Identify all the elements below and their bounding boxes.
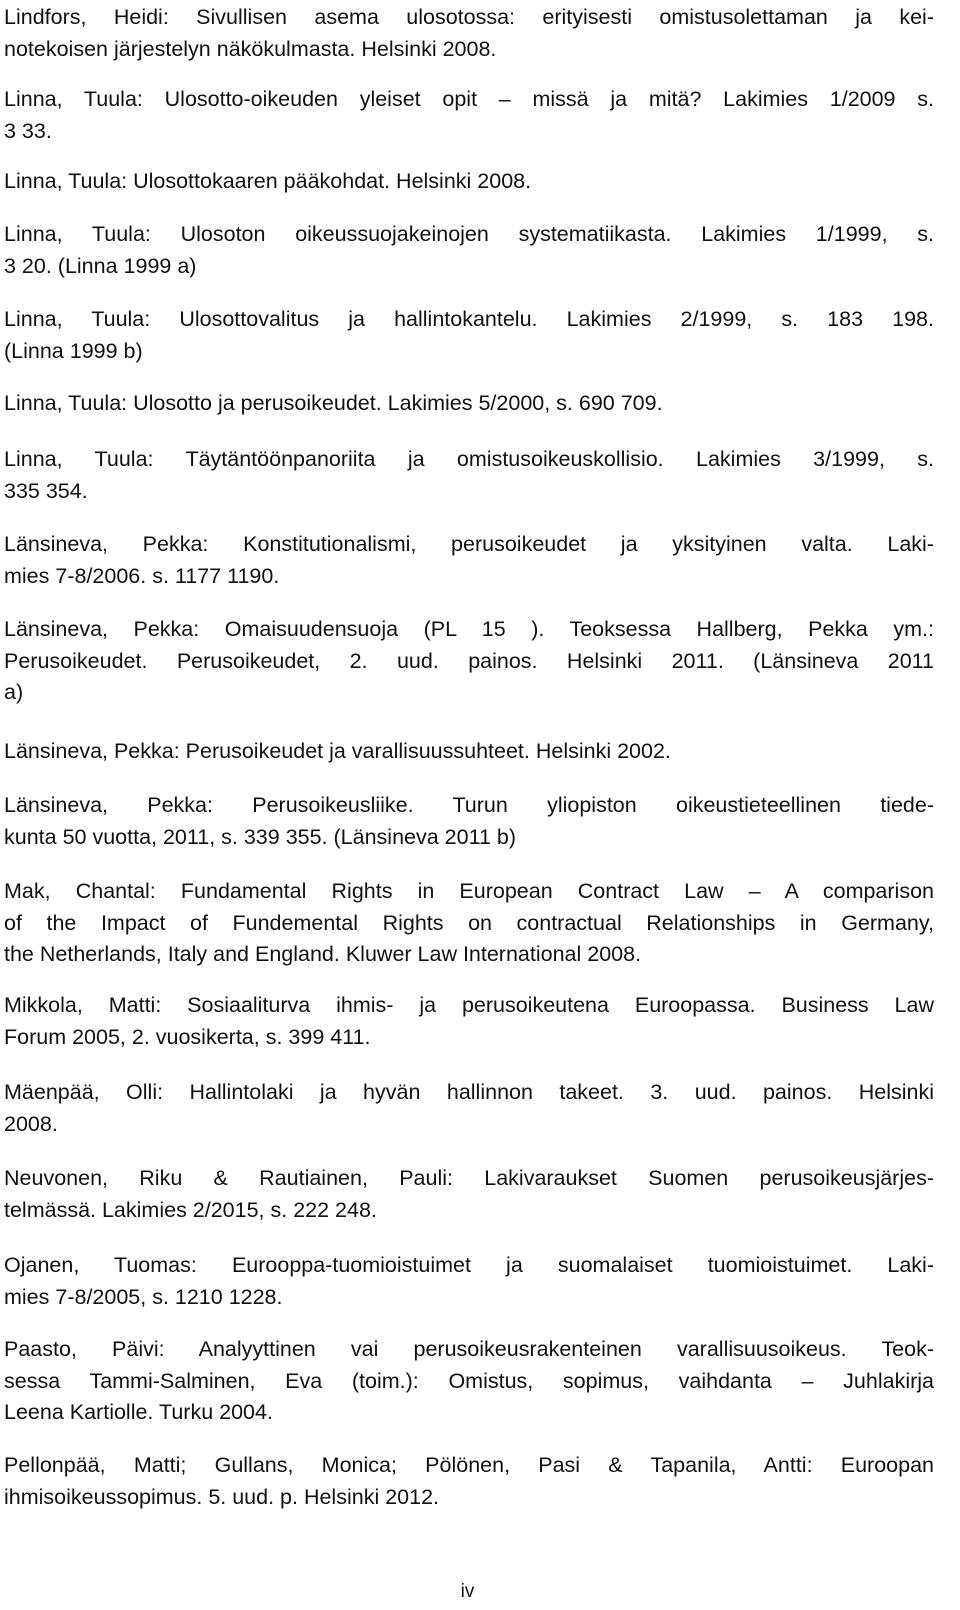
entry-line: Mäenpää, Olli: Hallintolaki ja hyvän hallinnon takeet. 3. uud. painos. Helsinki: [4, 1080, 934, 1104]
bibliography-entry: [4, 736, 934, 768]
entry-line: (Linna 1999 b): [4, 338, 143, 363]
entry-line: Mak, Chantal: Fundamental Rights in European Contract Law – A comparison: [4, 879, 934, 903]
entry-line: Leena Kartiolle. Turku 2004.: [4, 1400, 273, 1424]
bibliography-entry: [4, 388, 934, 420]
entry-line: Länsineva, Pekka: Konstitutionalismi, perusoikeudet ja yksityinen valta. Laki-: [4, 532, 934, 556]
entry-line: Neuvonen, Riku & Rautiainen, Pauli: Lakivaraukset Suomen perusoikeusjärjes-: [4, 1166, 934, 1190]
entry-line: Linna, Tuula: Täytäntöönpanoriita ja omistusoikeuskollisio. Lakimies 3/1999, s.: [4, 447, 934, 471]
entry-line: of the Impact of Fundemental Rights on contractual Relationships in Germany,: [4, 910, 934, 935]
entry-line: Linna, Tuula: Ulosotto-oikeuden yleiset opit – missä ja mitä? Lakimies 1/2009 s.: [4, 87, 934, 111]
bibliography-entry: [4, 876, 934, 971]
entry-line: mies 7-8/2005, s. 1210 1228.: [4, 1284, 283, 1309]
entry-line: 3 33.: [4, 118, 52, 143]
entry-line: Paasto, Päivi: Analyyttinen vai perusoikeusrakenteinen varallisuusoikeus. Teok-: [4, 1337, 934, 1361]
entry-line: Mikkola, Matti: Sosiaaliturva ihmis- ja perusoikeutena Euroopassa. Business Law: [4, 993, 934, 1017]
entry-line: 335 354.: [4, 478, 88, 503]
entry-line: Linna, Tuula: Ulosottovalitus ja hallintokantelu. Lakimies 2/1999, s. 183 198.: [4, 307, 934, 331]
entry-line: Ojanen, Tuomas: Eurooppa-tuomioistuimet ja suomalaiset tuomioistuimet. Laki-: [4, 1253, 934, 1277]
bibliography-entry: [4, 1077, 934, 1140]
bibliography-entry: [4, 2, 934, 65]
entry-line: Linna, Tuula: Ulosottokaaren pääkohdat. Helsinki 2008.: [4, 169, 532, 193]
entry-line: mies 7-8/2006. s. 1177 1190.: [4, 563, 280, 588]
bibliography-entry: [4, 990, 934, 1053]
entry-line: Linna, Tuula: Ulosoton oikeussuojakeinojen systematiikasta. Lakimies 1/1999, s.: [4, 222, 934, 246]
bibliography-entry: [4, 84, 934, 147]
entry-line: 3 20. (Linna 1999 a): [4, 253, 197, 278]
bibliography-entry: [4, 1163, 934, 1226]
entry-line: Länsineva, Pekka: Omaisuudensuoja (PL 15 ). Teoksessa Hallberg, Pekka ym.:: [4, 617, 934, 641]
entry-line: Länsineva, Pekka: Perusoikeudet ja varallisuussuhteet. Helsinki 2002.: [4, 739, 671, 763]
bibliography-entry: [4, 790, 934, 853]
entry-line: Perusoikeudet. Perusoikeudet, 2. uud. painos. Helsinki 2011. (Länsineva 2011: [4, 648, 934, 673]
entry-line: ihmisoikeussopimus. 5. uud. p. Helsinki 2012.: [4, 1484, 439, 1509]
entry-line: a): [4, 680, 24, 704]
bibliography-entry: [4, 529, 934, 592]
entry-line: telmässä. Lakimies 2/2015, s. 222 248.: [4, 1197, 377, 1222]
bibliography-entry: [4, 614, 934, 709]
bibliography-entry: [4, 219, 934, 282]
entry-line: sessa Tammi-Salminen, Eva (toim.): Omistus, sopimus, vaihdanta – Juhlakirja: [4, 1368, 934, 1393]
entry-line: Länsineva, Pekka: Perusoikeusliike. Turun yliopiston oikeustieteellinen tiede-: [4, 793, 934, 817]
entry-line: Pellonpää, Matti; Gullans, Monica; Pölönen, Pasi & Tapanila, Antti: Euroopan: [4, 1453, 934, 1477]
entry-line: kunta 50 vuotta, 2011, s. 339 355. (Länsineva 2011 b): [4, 824, 516, 849]
entry-line: Forum 2005, 2. vuosikerta, s. 399 411.: [4, 1024, 371, 1049]
entry-line: the Netherlands, Italy and England. Kluwer Law International 2008.: [4, 942, 642, 966]
bibliography-entry: [4, 1334, 934, 1429]
entry-line: Lindfors, Heidi: Sivullisen asema ulosotossa: erityisesti omistusolettaman ja kei-: [4, 5, 934, 29]
entry-line: notekoisen järjestelyn näkökulmasta. Helsinki 2008.: [4, 36, 497, 61]
bibliography-entry: [4, 1250, 934, 1313]
entry-line: 2008.: [4, 1111, 58, 1136]
bibliography-entry: [4, 444, 934, 507]
bibliography-entry: [4, 166, 934, 198]
entry-line: Linna, Tuula: Ulosotto ja perusoikeudet. Lakimies 5/2000, s. 690 709.: [4, 391, 663, 415]
bibliography-entry: [4, 304, 934, 367]
page-number: iv: [460, 1581, 475, 1602]
bibliography-entry: [4, 1450, 934, 1513]
